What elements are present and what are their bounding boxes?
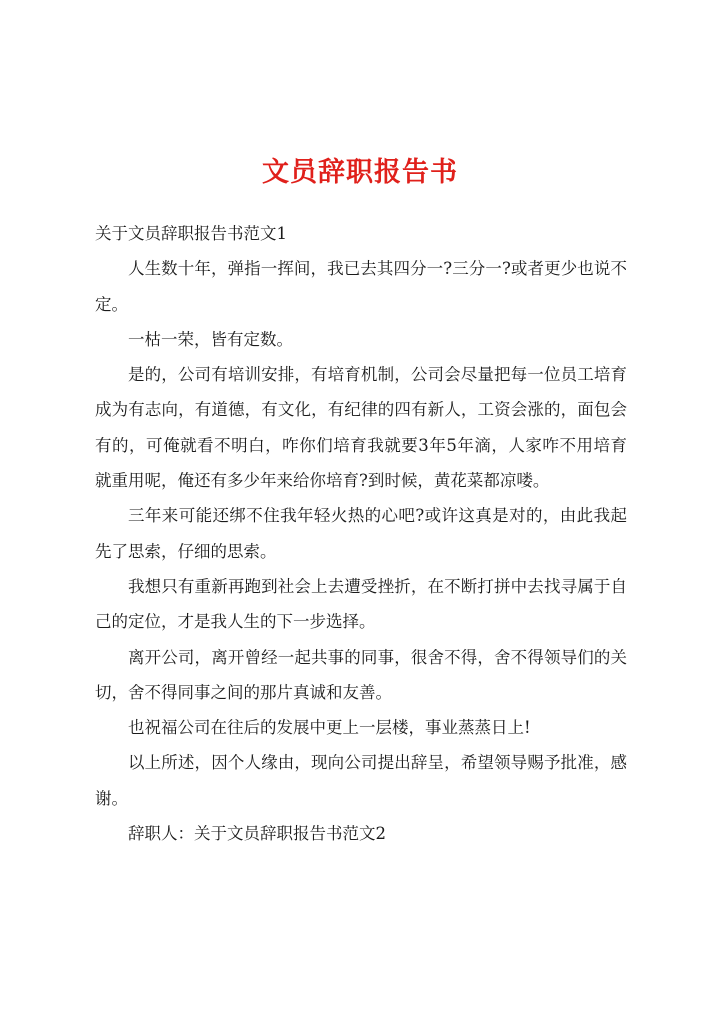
paragraph: 以上所述，因个人缘由，现向公司提出辞呈，希望领导赐予批准，感谢。 [95,753,627,808]
document-title: 文员辞职报告书 [262,157,458,188]
signature-line: 辞职人：关于文员辞职报告书范文2 [128,824,386,844]
paragraph: 一枯一荣，皆有定数。 [128,329,293,349]
paragraph: 也祝福公司在往后的发展中更上一层楼，事业蒸蒸日上! [128,718,531,738]
paragraph: 离开公司，离开曾经一起共事的同事，很舍不得，舍不得领导们的关切，舍不得同事之间的那片真诚和友善。 [95,647,627,702]
paragraph: 我想只有重新再跑到社会上去遭受挫折，在不断打拼中去找寻属于自己的定位，才是我人生的下一步选择。 [95,576,627,632]
section-heading: 关于文员辞职报告书范文1 [95,224,287,243]
paragraph: 是的，公司有培训安排，有培育机制，公司会尽量把每一位员工培育成为有志向，有道德，有文化，有纪律的四有新人，工资会涨的，面包会有的，可俺就看不明白，咋你们培育我就要3年5年滴，人家咋不用培育就重用呢，俺还有多少年来给你培育?到时候，黄花菜都凉喽。 [95,365,627,491]
document-body [95,216,627,851]
paragraph: 三年来可能还绑不住我年轻火热的心吧?或许这真是对的，由此我起先了思索，仔细的思索。 [95,506,627,561]
paragraph: 人生数十年，弹指一挥间，我已去其四分一?三分一?或者更少也说不定。 [95,259,627,314]
